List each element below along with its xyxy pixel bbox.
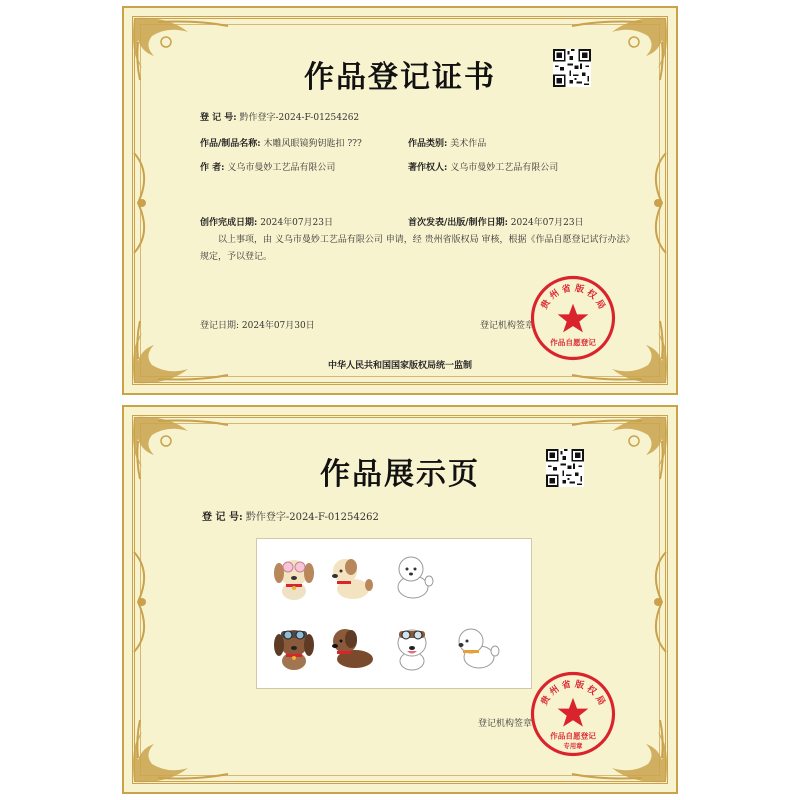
dog-illustration: [325, 551, 379, 603]
registration-date-label: 登记日期:: [200, 321, 240, 331]
completion-date-label: 创作完成日期:: [200, 218, 258, 228]
author: 义乌市曼妙工艺品有限公司: [227, 163, 336, 173]
footer-note: 中华人民共和国国家版权局统一监制: [327, 361, 472, 371]
seal-top-text: 贵 州 省 版 权 局: [539, 283, 607, 312]
agency-signature-label: 登记机构签章: [480, 321, 535, 331]
agency-signature-label: 登记机构签章: [478, 719, 533, 729]
registration-number-label: 登 记 号:: [200, 113, 237, 123]
work-name: 木雕风眼镜狗钥匙扣 ???: [263, 139, 362, 149]
copyright-owner-field: [408, 160, 558, 173]
side-ornament: [644, 143, 670, 263]
side-ornament: [644, 542, 670, 662]
official-seal: [528, 273, 618, 363]
side-ornament: [130, 143, 156, 263]
seal-top-text: 贵 州 省 版 权 局: [539, 679, 607, 708]
completion-date: 2024年07月23日: [260, 218, 334, 228]
work-name-label: 作品/制品名称:: [200, 139, 261, 149]
side-ornament: [130, 542, 156, 662]
qr-code-icon[interactable]: [546, 449, 584, 487]
completion-date-field: [200, 215, 333, 228]
work-type-field: [408, 136, 486, 149]
author-field: [200, 160, 335, 173]
showcase-title: 作品展示页: [320, 457, 480, 492]
registration-date: 2024年07月30日: [241, 321, 315, 331]
seal-bottom-text: 作品自愿登记: [550, 731, 596, 741]
showcase-page: [122, 405, 678, 794]
dog-illustration: [449, 621, 503, 673]
dog-illustration: [267, 551, 321, 603]
registration-number-field: [202, 508, 379, 523]
work-type: 美术作品: [450, 139, 487, 149]
publish-date: 2024年07月23日: [510, 218, 584, 228]
copyright-owner: 义乌市曼妙工艺品有限公司: [450, 163, 559, 173]
copyright-owner-label: 著作权人:: [408, 163, 448, 173]
seal-bottom-text: 作品自愿登记: [550, 338, 596, 347]
certificate-title: 作品登记证书: [304, 60, 496, 95]
publish-date-field: [408, 215, 584, 228]
dog-illustration: [325, 621, 379, 673]
seal-sub-text: 专用章: [563, 743, 583, 751]
corner-ornament: [128, 716, 238, 788]
dog-illustration: [267, 621, 321, 673]
registration-number: 黔作登字-2024-F-01254262: [239, 113, 360, 123]
artwork-showcase-image: [256, 538, 532, 689]
work-type-label: 作品类别:: [408, 139, 448, 149]
dog-illustration: [385, 621, 439, 673]
registration-number: 黔作登字-2024-F-01254262: [245, 512, 379, 523]
work-name-field: [200, 136, 362, 149]
official-seal: [528, 669, 618, 759]
registration-number-field: [200, 110, 359, 123]
dog-illustration: [385, 551, 439, 603]
publish-date-label: 首次发表/出版/制作日期:: [408, 218, 508, 228]
qr-code-icon[interactable]: [553, 49, 591, 87]
registration-number-label: 登 记 号:: [202, 512, 243, 523]
registration-date-field: [200, 318, 315, 331]
author-label: 作 者:: [200, 163, 225, 173]
certificate-page: [122, 6, 678, 395]
registration-statement: 以上事项，由 义乌市曼妙工艺品有限公司 申请，经 贵州省版权局 审核，根据《作品自愿登记试行办法》规定，予以登记。: [200, 235, 635, 262]
